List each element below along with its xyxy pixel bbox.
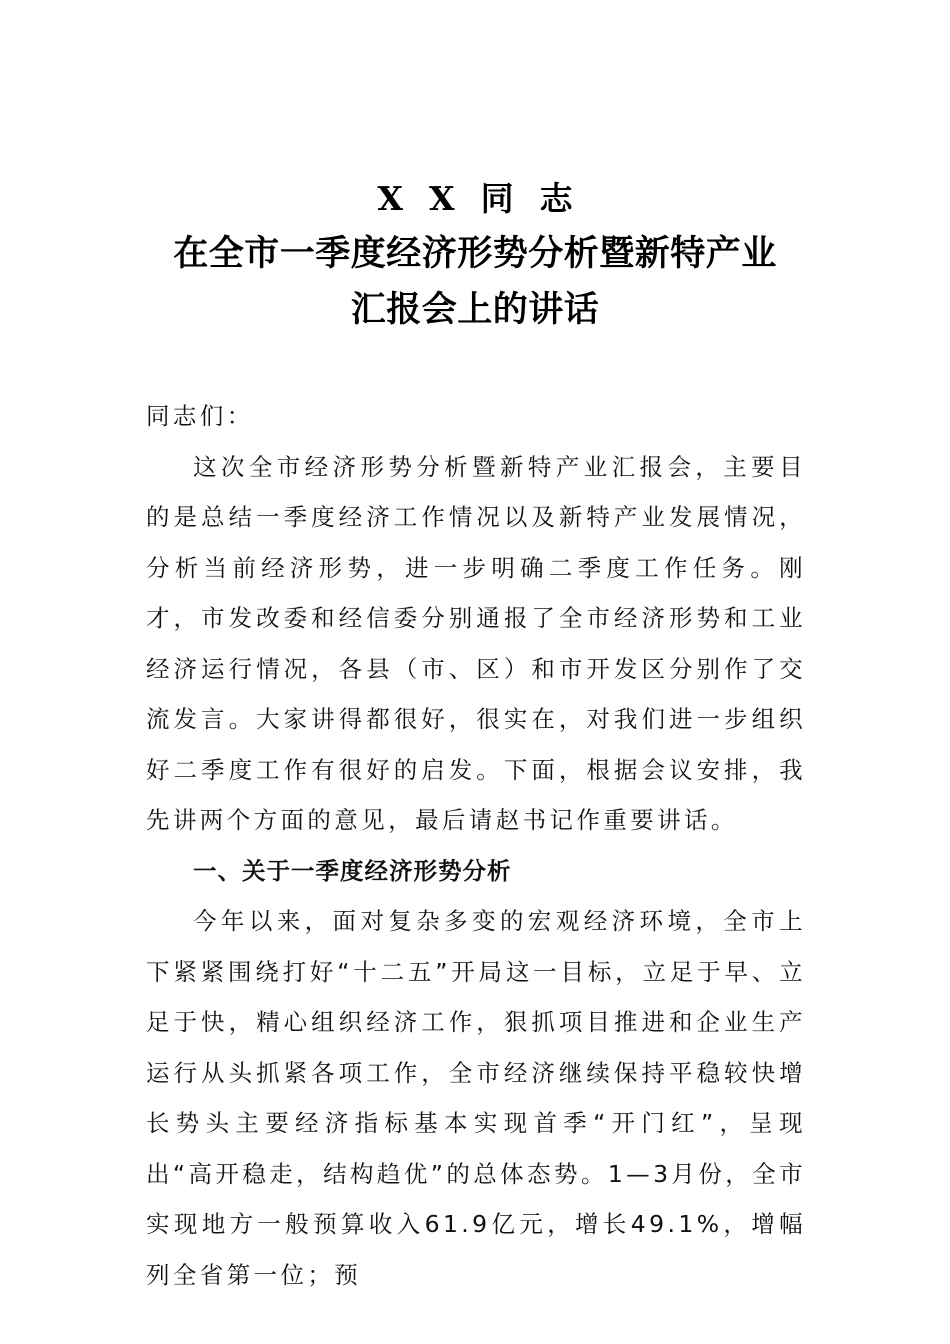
economic-analysis-paragraph: 今年以来，面对复杂多变的宏观经济环境，全市上下紧紧围绕打好“十二五”开局这一目标，立足于早、立足于快，精心组织经济工作，狠抓项目推进和企业生产运行从头抓紧各项工作，全市经济继续保持平稳较快增长势头主要经济指标基本实现首季“开门红”，呈现出“高开稳走，结构趋优”的总体态势。1—3月份，全市实现地方一般预算收入61.9亿元，增长49.1%，增幅列全省第一位；预 [146, 907, 806, 1289]
salutation: 同志们： [146, 402, 254, 430]
speech-title [0, 172, 950, 338]
title-occasion-line: 在全市一季度经济形势分析暨新特产业 [173, 233, 777, 274]
section-heading: 一、关于一季度经济形势分析 [193, 856, 512, 885]
title-speaker-line: XX同志 [377, 179, 599, 218]
intro-paragraph: 这次全市经济形势分析暨新特产业汇报会，主要目的是总结一季度经济工作情况以及新特产业发展情况，分析当前经济形势，进一步明确二季度工作任务。刚才，市发改委和经信委分别通报了全市经济形势和工业经济运行情况，各县（市、区）和市开发区分别作了交流发言。大家讲得都很好，很实在，对我们进一步组织好二季度工作有很好的启发。下面，根据会议安排，我先讲两个方面的意见，最后请赵书记作重要讲话。 [146, 452, 806, 834]
speech-body [146, 391, 806, 1300]
title-event-line: 汇报会上的讲话 [350, 289, 600, 330]
